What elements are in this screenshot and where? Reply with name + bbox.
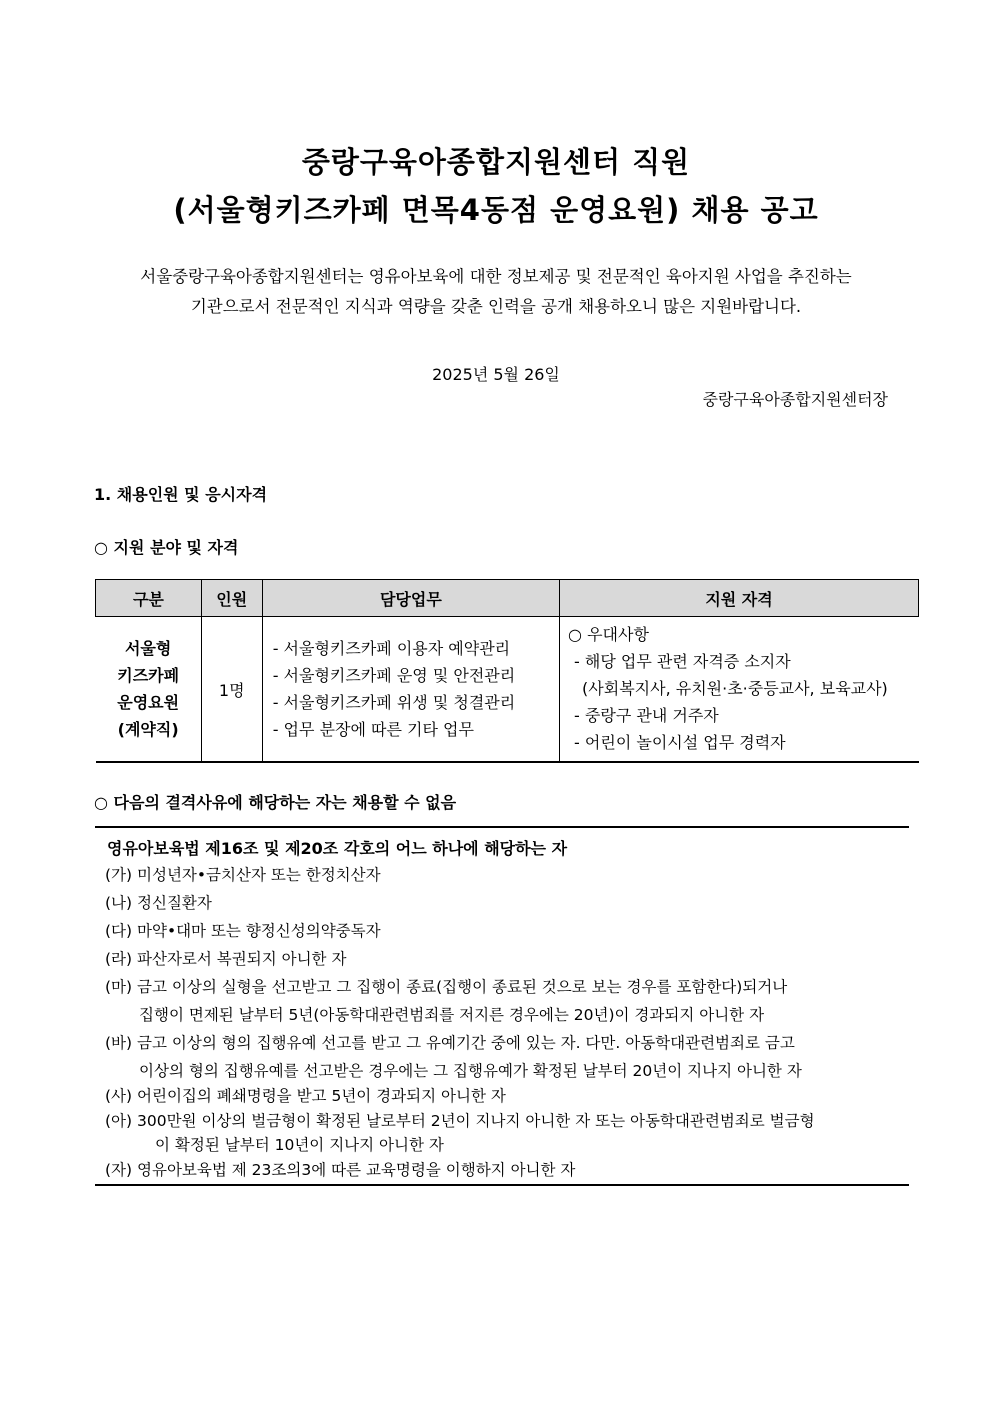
subsection-heading: ○ 지원 분야 및 자격	[94, 538, 239, 557]
category-line: (계약직)	[117, 720, 179, 739]
header-qualifications: 지원 자격	[560, 580, 919, 617]
list-item: (마) 금고 이상의 실형을 선고받고 그 집행이 종료(집행이 종료된 것으로 보는 경우를 포함한다)되거나	[105, 978, 788, 996]
section-heading: 1. 채용인원 및 응시자격	[94, 485, 268, 504]
signer: 중랑구육아종합지원센터장	[702, 390, 888, 409]
duty-item: - 서울형키즈카페 운영 및 안전관리	[272, 666, 516, 685]
intro-line: 기관으로서 전문적인 지식과 역량을 갖춘 인력을 공개 채용하오니 많은 지원바랍니다.	[190, 297, 802, 316]
qualification-item: (사회복지사, 유치원·초·중등교사, 보육교사)	[582, 679, 888, 698]
disqualification-heading: 영유아보육법 제16조 및 제20조 각호의 어느 하나에 해당하는 자	[107, 839, 568, 858]
qualification-item: - 해당 업무 관련 자격증 소지자	[574, 652, 791, 671]
header-duties: 담당업무	[262, 580, 559, 617]
intro-paragraph	[60, 262, 932, 322]
qualification-item: ○ 우대사항	[568, 625, 649, 644]
category-cell	[96, 617, 202, 763]
subsection-heading: ○ 다음의 결격사유에 해당하는 자는 채용할 수 없음	[94, 793, 457, 812]
table-row	[96, 617, 919, 763]
list-item-continuation: 이 확정된 날부터 10년이 지나지 아니한 자	[155, 1136, 444, 1154]
announcement-date: 2025년 5월 26일	[432, 365, 560, 384]
count-cell: 1명	[201, 617, 262, 763]
list-item: (사) 어린이집의 폐쇄명령을 받고 5년이 경과되지 아니한 자	[105, 1087, 506, 1105]
list-item: (자) 영유아보육법 제 23조의3에 따른 교육명령을 이행하지 아니한 자	[105, 1161, 576, 1179]
list-item: (바) 금고 이상의 형의 집행유예 선고를 받고 그 유예기간 중에 있는 자. 다만. 아동학대관련범죄로 금고	[105, 1034, 795, 1052]
intro-line: 서울중랑구육아종합지원센터는 영유아보육에 대한 정보제공 및 전문적인 육아지원 사업을 추진하는	[140, 267, 852, 286]
recruitment-table	[95, 579, 919, 763]
document-title-line1: 중랑구육아종합지원센터 직원	[301, 145, 691, 179]
list-item-continuation: 이상의 형의 집행유예를 선고받은 경우에는 그 집행유예가 확정된 날부터 20년이 지나지 아니한 자	[139, 1062, 802, 1080]
disqualification-box	[95, 826, 909, 1186]
duty-item: - 업무 분장에 따른 기타 업무	[272, 720, 474, 739]
list-item: (라) 파산자로서 복권되지 아니한 자	[105, 950, 347, 968]
category-line: 운영요원	[117, 693, 180, 712]
qualification-item: - 어린이 놀이시설 업무 경력자	[574, 733, 786, 752]
header-category: 구분	[96, 580, 202, 617]
list-item: (다) 마약•대마 또는 향정신성의약중독자	[105, 922, 381, 940]
list-item-continuation: 집행이 면제된 날부터 5년(아동학대관련범죄를 저지른 경우에는 20년)이 경과되지 아니한 자	[139, 1006, 765, 1024]
category-line: 키즈카페	[117, 666, 180, 685]
list-item: (가) 미성년자•금치산자 또는 한정치산자	[105, 866, 381, 884]
category-line: 서울형	[124, 639, 172, 658]
table-header-row	[96, 580, 919, 617]
duty-item: - 서울형키즈카페 위생 및 청결관리	[272, 693, 516, 712]
duty-item: - 서울형키즈카페 이용자 예약관리	[272, 639, 511, 658]
qualification-item: - 중랑구 관내 거주자	[574, 706, 719, 725]
list-item: (아) 300만원 이상의 벌금형이 확정된 날로부터 2년이 지나지 아니한 자 또는 아동학대관련범죄로 벌금형	[105, 1112, 815, 1130]
duties-cell	[262, 617, 559, 763]
document-title-line2: (서울형키즈카페 면목4동점 운영요원) 채용 공고	[173, 193, 819, 227]
header-count: 인원	[201, 580, 262, 617]
list-item: (나) 정신질환자	[105, 894, 212, 912]
qualifications-cell	[560, 617, 919, 763]
